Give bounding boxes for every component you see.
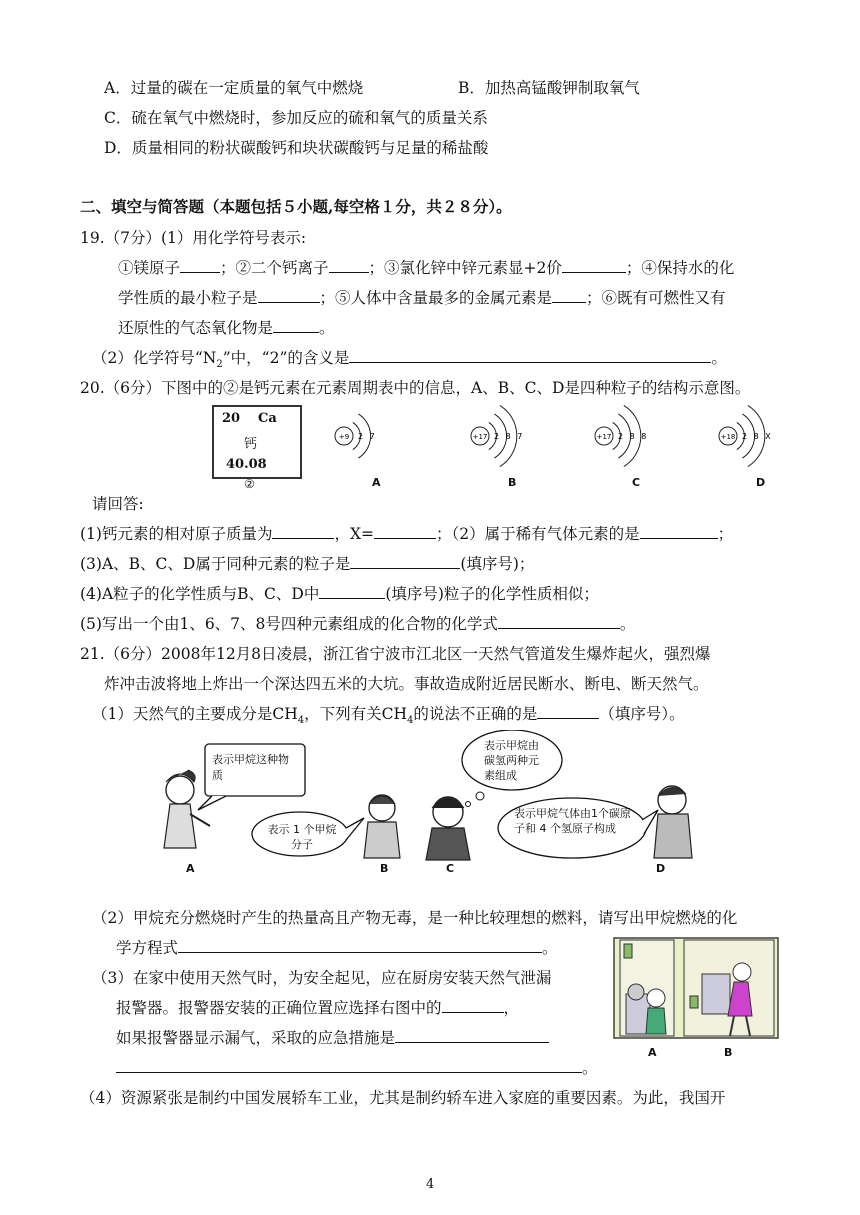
answer-blank[interactable] bbox=[537, 704, 599, 719]
atom-label-c: C bbox=[632, 476, 641, 489]
atom-diagram-d bbox=[712, 404, 802, 474]
q19-l3-b: 。 bbox=[319, 319, 335, 337]
bubble-d-text: 表示甲烷气体由1个碳原子和 4 个氢原子构成 bbox=[514, 807, 631, 835]
answer-blank[interactable] bbox=[498, 614, 620, 629]
person-b-figure bbox=[364, 795, 400, 858]
kitchen-label-b: B bbox=[724, 1046, 733, 1059]
q21-p3-c: ， bbox=[503, 999, 520, 1017]
q21-p3-line3 bbox=[116, 1028, 549, 1048]
woman-head bbox=[733, 963, 751, 981]
q21-l3-d: （填序号）。 bbox=[599, 705, 685, 723]
nucleus-charge: +9 bbox=[338, 433, 350, 441]
q21-p2-line1: （2）甲烷充分燃烧时产生的热量高且产物无毒，是一种比较理想的燃料，请写出甲烷燃烧的化 bbox=[92, 909, 738, 927]
answer-blank[interactable] bbox=[350, 554, 460, 569]
alarm-b bbox=[690, 996, 698, 1008]
answer-blank[interactable] bbox=[349, 348, 711, 363]
answer-blank[interactable] bbox=[552, 288, 586, 303]
q20-line1 bbox=[80, 524, 733, 544]
answer-blank[interactable] bbox=[640, 524, 718, 539]
atom-diagram-a bbox=[328, 404, 418, 474]
answer-blank[interactable] bbox=[562, 258, 626, 273]
answer-blank[interactable] bbox=[395, 1028, 549, 1043]
person-a-figure bbox=[164, 770, 210, 848]
alarm-a bbox=[624, 944, 632, 958]
q20-line4 bbox=[80, 584, 599, 604]
q21-p2-c: 。 bbox=[542, 939, 558, 957]
q21-p2-b: 学方程式 bbox=[116, 939, 179, 957]
element-number: 20 bbox=[222, 411, 241, 426]
kettle-a bbox=[628, 984, 644, 1000]
q21-p3-line4 bbox=[116, 1058, 598, 1078]
q20-p3-a: (3)A、B、C、D属于同种元素的粒子是 bbox=[80, 555, 351, 573]
answer-blank[interactable] bbox=[442, 998, 504, 1013]
q19-l4-sub: 2 bbox=[216, 359, 223, 371]
q21-line3 bbox=[92, 704, 685, 731]
q21-line1: 21.（6分）2008年12月8日凌晨，浙江省宁波市江北区一天然气管道发生爆炸起火，强烈爆 bbox=[80, 645, 711, 663]
answer-blank[interactable] bbox=[374, 524, 436, 539]
q19-l3-a: 还原性的气态氧化物是 bbox=[118, 319, 274, 337]
q19-line1 bbox=[118, 258, 734, 278]
q21-line2: 炸冲击波将地上炸出一个深达四五米的大坑。事故造成附近居民断水、断电、断天然气。 bbox=[104, 675, 709, 693]
q21-l3-c: 的说法不正确的是 bbox=[413, 705, 538, 723]
person-label-a: A bbox=[186, 862, 195, 875]
q19-l4-b: ”中，“2”的含义是 bbox=[222, 349, 350, 367]
element-symbol: Ca bbox=[258, 411, 277, 426]
q20-head: 20.（6分）下图中的②是钙元素在元素周期表中的信息，A、B、C、D是四种粒子的结构示意图。 bbox=[80, 379, 751, 397]
person-label-d: D bbox=[656, 862, 666, 875]
q20-p1-c: ；（2）属于稀有气体元素的是 bbox=[436, 525, 640, 543]
nucleus-charge: +18 bbox=[720, 433, 736, 441]
q20-line3 bbox=[80, 554, 534, 574]
q19-l4-a: （2）化学符号“N bbox=[92, 349, 217, 367]
q20-p4-b: (填序号)粒子的化学性质相似； bbox=[385, 585, 599, 603]
kitchen-label-a: A bbox=[648, 1046, 657, 1059]
q21-p3-line2 bbox=[116, 998, 519, 1018]
answer-blank[interactable] bbox=[258, 288, 320, 303]
stove-b bbox=[702, 974, 730, 1014]
person-label-c: C bbox=[446, 862, 455, 875]
q19-l2-b: ；⑤人体中含量最多的金属元素是 bbox=[319, 289, 553, 307]
element-card-label: ② bbox=[244, 477, 255, 491]
q20-line5 bbox=[80, 614, 635, 634]
q20-p1-d: ； bbox=[717, 525, 734, 543]
q21-l3-a: （1）天然气的主要成分是CH bbox=[92, 705, 298, 723]
nucleus-charge: +17 bbox=[472, 433, 488, 441]
q20-prompt: 请回答: bbox=[92, 495, 144, 513]
person-label-b: B bbox=[380, 862, 389, 875]
q21-p3-e: 。 bbox=[582, 1059, 598, 1077]
answer-blank[interactable] bbox=[273, 318, 319, 333]
q19-l1-a: ①镁原子 bbox=[118, 259, 181, 277]
q19-l2-c: ；⑥既有可燃性又有 bbox=[586, 289, 726, 307]
q21-p4: （4）资源紧张是制约中国发展轿车工业，尤其是制约轿车进入家庭的重要因素。为此，我国开 bbox=[80, 1089, 726, 1107]
atom-diagram-c bbox=[588, 404, 678, 474]
person-c-figure bbox=[426, 797, 470, 860]
bubble-b-text: 表示 1 个甲烷分子 bbox=[267, 823, 337, 851]
element-mass: 40.08 bbox=[226, 457, 267, 472]
q21-p3-b: 报警器。报警器安装的正确位置应选择右图中的 bbox=[116, 999, 442, 1017]
q19-line4 bbox=[92, 348, 727, 375]
q19-line3 bbox=[118, 318, 335, 338]
bubble-c-text: 表示甲烷由碳氢两种元素组成 bbox=[484, 739, 539, 782]
child-head bbox=[647, 989, 665, 1007]
atom-label-d: D bbox=[756, 476, 766, 489]
element-card bbox=[212, 405, 302, 479]
element-name: 钙 bbox=[244, 437, 258, 452]
option-d: D．质量相同的粉状碳酸钙和块状碳酸钙与足量的稀盐酸 bbox=[104, 139, 489, 157]
option-b: B．加热高锰酸钾制取氧气 bbox=[458, 79, 640, 97]
section-title: 二、填空与简答题（本题包括５小题,每空格１分，共２８分）。 bbox=[80, 197, 512, 216]
q21-sub: 4 bbox=[297, 715, 305, 727]
answer-blank[interactable] bbox=[180, 258, 220, 273]
answer-blank[interactable] bbox=[116, 1058, 582, 1073]
answer-blank[interactable] bbox=[272, 524, 334, 539]
shell-electrons: 2 8 8 bbox=[618, 432, 649, 441]
option-a: A．过量的碳在一定质量的氧气中燃烧 bbox=[104, 79, 364, 97]
shell-electrons: 2 8 7 bbox=[494, 432, 525, 441]
option-c: C．硫在氧气中燃烧时，参加反应的硫和氧气的质量关系 bbox=[104, 109, 488, 127]
q20-p4-a: (4)A粒子的化学性质与B、C、D中 bbox=[80, 585, 320, 603]
person-d-figure bbox=[654, 786, 692, 858]
nucleus-charge: +17 bbox=[596, 433, 612, 441]
q21-l3-b: ，下列有关CH bbox=[304, 705, 408, 723]
q21-sub: 4 bbox=[407, 715, 414, 727]
q21-p2-line2 bbox=[116, 938, 558, 958]
q19-l1-c: ；③氯化锌中锌元素显+2价 bbox=[368, 259, 562, 277]
q19-l2-a: 学性质的最小粒子是 bbox=[118, 289, 258, 307]
q20-p5-a: (5)写出一个由1、6、7、8号四种元素组成的化合物的化学式 bbox=[80, 615, 498, 633]
atom-label-b: B bbox=[508, 476, 517, 489]
kitchen-illustration bbox=[610, 936, 782, 1066]
bubble-a-text: 表示甲烷这种物质 bbox=[212, 753, 289, 782]
atom-label-a: A bbox=[372, 476, 381, 489]
shell-electrons: 2 8 X bbox=[742, 432, 773, 441]
q20-p1-b: ，X= bbox=[334, 525, 374, 543]
q21-p3-line1: （3）在家中使用天然气时，为安全起见，应在厨房安装天然气泄漏 bbox=[92, 969, 552, 987]
q20-p1-a: (1)钙元素的相对原子质量为 bbox=[80, 525, 273, 543]
q19-l1-b: ；②二个钙离子 bbox=[220, 259, 329, 277]
atom-diagram-b bbox=[464, 404, 554, 474]
answer-blank[interactable] bbox=[319, 584, 385, 599]
answer-blank[interactable] bbox=[329, 258, 369, 273]
q19-head: 19.（7分）(1）用化学符号表示: bbox=[80, 229, 307, 247]
page-number: 4 bbox=[426, 1177, 435, 1192]
answer-blank[interactable] bbox=[178, 938, 542, 953]
q19-l1-d: ；④保持水的化 bbox=[625, 259, 735, 277]
q20-p5-b: 。 bbox=[619, 615, 636, 633]
q21-p3-d: 如果报警器显示漏气，采取的应急措施是 bbox=[116, 1029, 396, 1047]
q19-l4-c: 。 bbox=[711, 349, 727, 367]
q19-line2 bbox=[118, 288, 726, 308]
shell-electrons: 2 7 bbox=[358, 432, 377, 441]
q20-p3-b: (填序号)； bbox=[460, 555, 535, 573]
